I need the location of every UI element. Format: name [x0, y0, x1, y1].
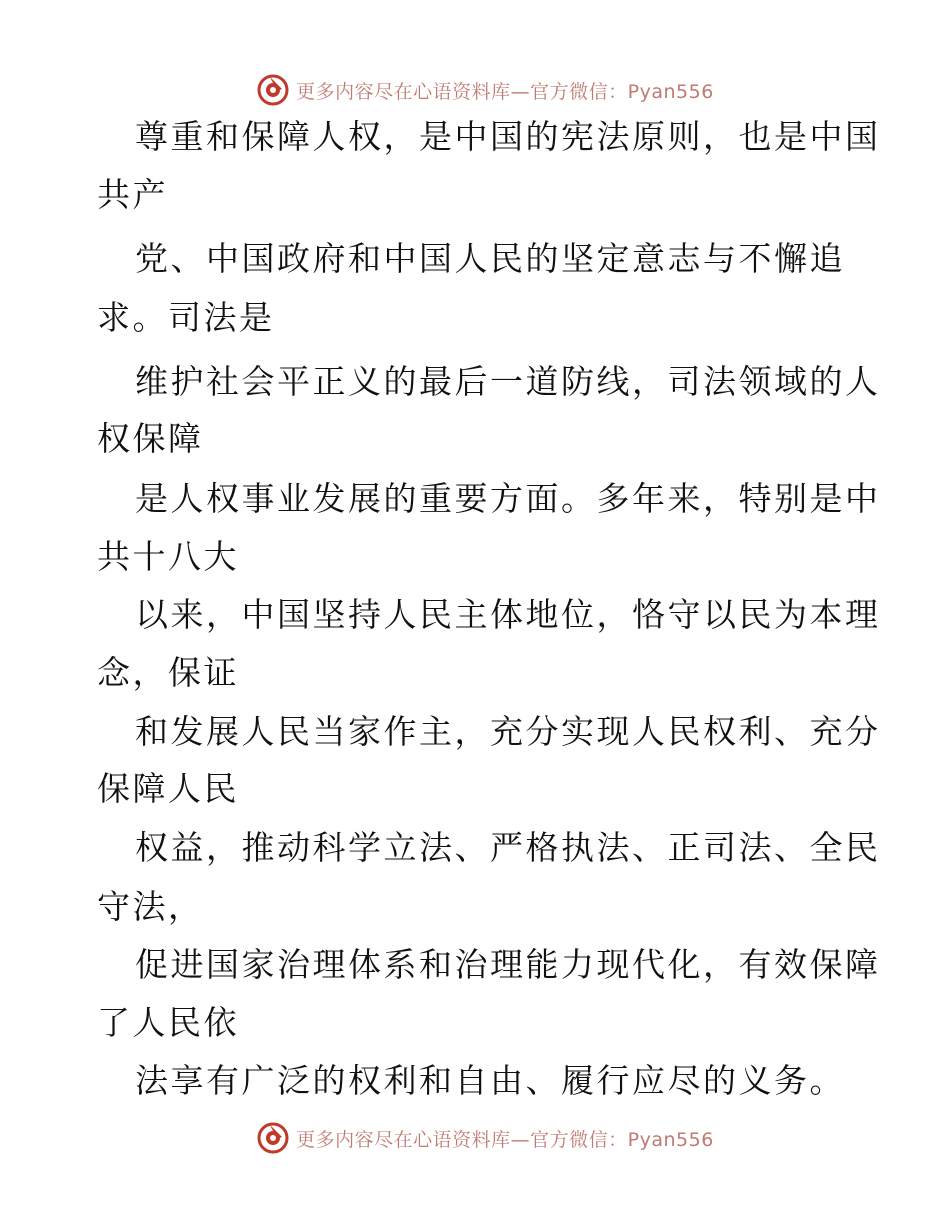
text-line: 共产: [97, 175, 168, 214]
footer-banner-text: 更多内容尽在心语资料库—官方微信：Pyan556: [296, 1128, 714, 1151]
text-line: 了人民依: [97, 1003, 239, 1042]
text-line: 党、中国政府和中国人民的坚定意志与不懈追: [135, 239, 845, 278]
text-line: 和发展人民当家作主，充分实现人民权利、充分: [135, 712, 881, 751]
text-line: 促进国家治理体系和治理能力现代化，有效保障: [135, 945, 881, 984]
footer-banner: [0, 1118, 950, 1158]
text-line: 是人权事业发展的重要方面。多年来，特别是中: [135, 479, 881, 518]
brand-logo-icon: [256, 73, 290, 107]
header-banner-content: [256, 73, 714, 107]
text-line: 尊重和保障人权，是中国的宪法原则，也是中国: [135, 117, 881, 156]
text-line: 求。司法是: [97, 298, 275, 337]
text-line: 权保障: [97, 419, 204, 458]
text-line: 念，保证: [97, 653, 239, 692]
text-line: 维护社会平正义的最后一道防线，司法领域的人: [135, 362, 881, 401]
text-line: 权益，推动科学立法、严格执法、正司法、全民: [135, 828, 881, 867]
header-banner: [0, 70, 950, 110]
brand-logo-icon: [256, 1121, 290, 1155]
footer-banner-content: [256, 1121, 714, 1155]
text-line: 保障人民: [97, 769, 239, 808]
text-line: 守法，: [97, 887, 204, 926]
text-line: 法享有广泛的权利和自由、履行应尽的义务。: [135, 1061, 845, 1100]
header-banner-text: 更多内容尽在心语资料库—官方微信：Pyan556: [296, 80, 714, 103]
text-line: 以来，中国坚持人民主体地位，恪守以民为本理: [135, 595, 881, 634]
text-line: 共十八大: [97, 537, 239, 576]
